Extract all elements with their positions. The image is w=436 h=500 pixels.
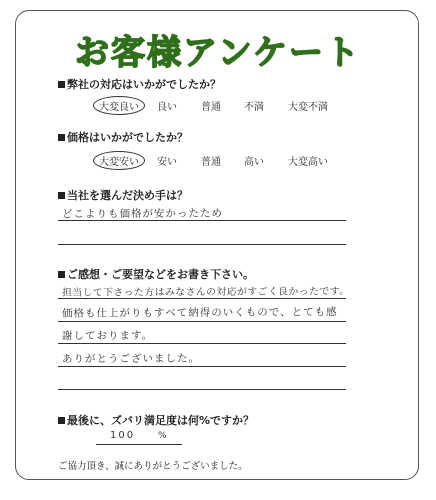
question-price: 価格はいかがでしたか？ — [58, 129, 188, 145]
answer-line — [58, 244, 346, 245]
square-bullet-icon — [58, 417, 65, 424]
question-service: 弊社の対応はいかがでしたか？ — [58, 76, 221, 92]
satisfaction-value: 100 — [110, 430, 136, 441]
answer-reason-line-1: どこよりも価格が安かったため — [61, 207, 224, 221]
square-bullet-icon — [58, 134, 65, 141]
question-reason: 当社を選んだ決め手は？ — [58, 187, 188, 203]
option-price-5[interactable]: 大変高い — [288, 157, 328, 168]
option-price-1[interactable]: 大変安い — [93, 151, 145, 170]
option-service-1[interactable]: 大変良い — [93, 96, 145, 115]
footer-thanks: ご協力頂き、誠にありがとうございました。 — [58, 461, 248, 472]
option-price-3[interactable]: 普通 — [201, 157, 221, 168]
satisfaction-underline — [96, 444, 182, 445]
question-comments: ご感想・ご要望などをお書き下さい。 — [58, 266, 254, 282]
answer-comments-line-2: 価格も仕上がりもすべて納得のいくもので、とても感 — [61, 306, 338, 320]
answer-line — [58, 343, 346, 344]
square-bullet-icon — [58, 81, 65, 88]
square-bullet-icon — [58, 192, 65, 199]
answer-comments-line-1: 担当して下さった方はみなさんの対応がすごく良かったです。 — [61, 286, 350, 299]
option-service-3[interactable]: 普通 — [201, 102, 221, 113]
answer-line — [58, 389, 346, 390]
option-service-5[interactable]: 大変不満 — [288, 102, 328, 113]
answer-line — [58, 220, 346, 221]
answer-comments-line-3: 謝しております。 — [61, 329, 154, 343]
answer-line — [58, 366, 346, 367]
answer-line — [58, 298, 346, 299]
question-satisfaction: 最後に、ズバリ満足度は何%ですか？ — [58, 412, 254, 428]
answer-comments-line-4: ありがとうございました。 — [61, 352, 201, 366]
option-price-2[interactable]: 安い — [157, 157, 177, 168]
option-service-4[interactable]: 不満 — [244, 102, 264, 113]
survey-title: お客様アンケート — [75, 33, 361, 73]
answer-line — [58, 321, 346, 322]
satisfaction-unit: % — [158, 431, 167, 441]
option-service-2[interactable]: 良い — [157, 102, 177, 113]
option-price-4[interactable]: 高い — [244, 157, 264, 168]
square-bullet-icon — [58, 271, 65, 278]
